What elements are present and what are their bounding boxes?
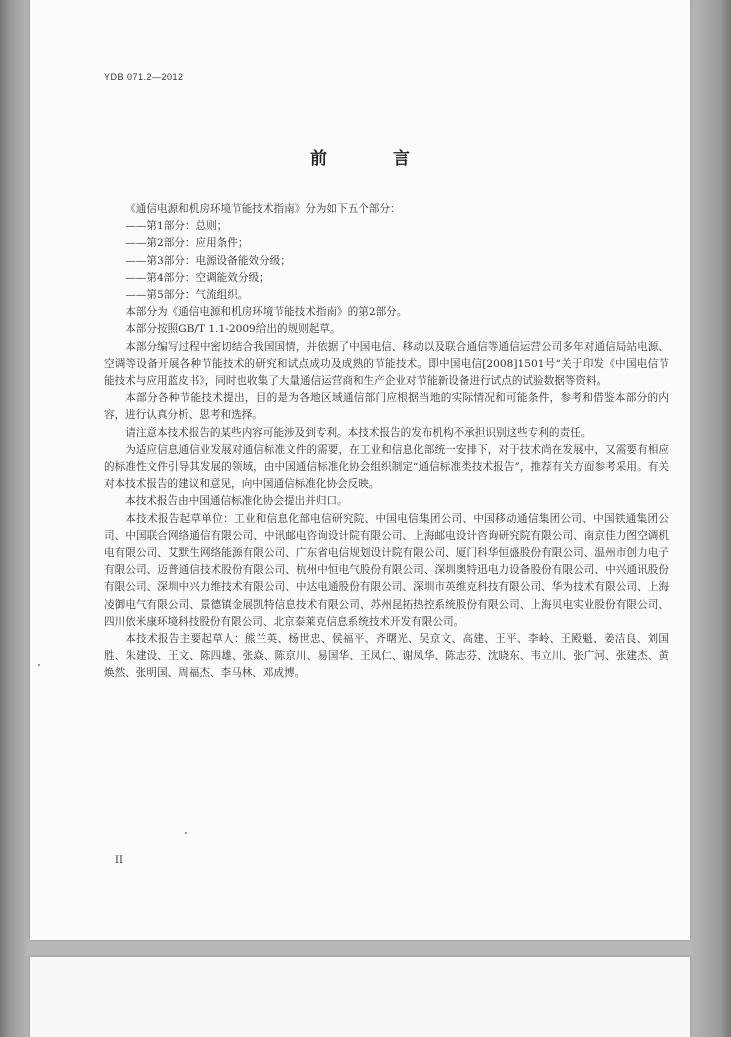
paragraph: 本部分按照GB/T 1.1-2009给出的规则起草。 xyxy=(125,323,341,336)
page-title: 前 言 xyxy=(310,149,440,169)
scan-speck xyxy=(185,832,187,834)
list-item: ——第2部分：应用条件； xyxy=(125,237,249,250)
list-item: ——第4部分：空调能效分级； xyxy=(125,271,270,284)
paragraph: 本部分编写过程中密切结合我国国情，并依据了中国电信、移动以及联合通信等通信运营公司多年对通信局站电源、空调等设备开展各种节能技术的研究和试点成功及成熟的节能技术。即中国电信[2008]1501号“关于印发《中国电信节能技术与应用蓝皮书》，同时也收集了大量通信运营商和生产企业对节能新设备进行试点的试验数据等资料。 xyxy=(104,340,669,388)
list-item: ——第1部分：总则； xyxy=(125,220,228,233)
paragraph: 本技术报告由中国通信标准化协会提出并归口。 xyxy=(125,495,348,508)
preface-body xyxy=(104,201,669,683)
paragraph: 请注意本技术报告的某些内容可能涉及到专利。本技术报告的发布机构不承担识别这些专利的责任。 xyxy=(125,426,592,439)
paragraph: 本部分为《通信电源和机房环境节能技术指南》的第2部分。 xyxy=(125,306,408,319)
paragraph: 为适应信息通信业发展对通信标准文件的需要，在工业和信息化部统一安排下，对于技术尚在发展中，又需要有相应的标准性文件引导其发展的领域，由中国通信标准化协会组织制定“通信标准类技术报告”，推荐有关方面参考采用。有关对本技术报告的建议和意见，向中国通信标准化协会反映。 xyxy=(104,443,669,491)
scan-speck xyxy=(38,664,40,666)
list-item: ——第3部分：电源设备能效分级； xyxy=(125,254,291,267)
paragraph: 本技术报告起草单位：工业和信息化部电信研究院、中国电信集团公司、中国移动通信集团公司、中国铁通集团公司、中国联合网络通信有限公司、中讯邮电咨询设计院有限公司、上海邮电设计咨询研究院有限公司、南京佳力图空调机电有限公司、艾默生网络能源有限公司、广东省电信规划设计院有限公司、厦门科华恒盛股份有限公司、温州市创力电子有限公司、迈普通信技术股份有限公司、杭州中恒电气股份有限公司、深圳奥特迅电力设备股份有限公司、中兴通讯股份有限公司、深圳中兴力维技术有限公司、中达电通股份有限公司、深圳市英维克科技有限公司、华为技术有限公司、上海凌御电气有限公司、景德镇金展凯特信息技术有限公司、苏州昆拓热控系统股份有限公司、上海贝电实业股份有限公司、四川依米康环境科技股份有限公司、北京泰莱克信息系统技术开发有限公司。 xyxy=(104,512,669,628)
paragraph: 本技术报告主要起草人：熊兰英、杨世忠、侯福平、齐曙光、吴京文、高建、王平、李岭、王殿魁、姜洁良、刘国胜、朱建设、王文、陈四雄、张焱、陈京川、易国华、王凤仁、谢凤华、陈志芬、沈晓东、韦立川、张广河、张建杰、黄焕然、张明国、周福杰、李马林、邓成博。 xyxy=(104,633,669,680)
page-number: II xyxy=(115,855,123,866)
document-page xyxy=(30,0,690,940)
list-item: ——第5部分：气流组织。 xyxy=(125,289,249,302)
paragraph: 《通信电源和机房环境节能技术指南》分为如下五个部分： xyxy=(125,203,401,215)
paragraph: 本部分各种节能技术提出，目的是为各地区域通信部门应根据当地的实际情况和可能条件，参考和借鉴本部分的内容，进行认真分析、思考和选择。 xyxy=(104,392,669,422)
document-code: YDB 071.2—2012 xyxy=(104,72,184,82)
next-page xyxy=(30,957,690,1037)
